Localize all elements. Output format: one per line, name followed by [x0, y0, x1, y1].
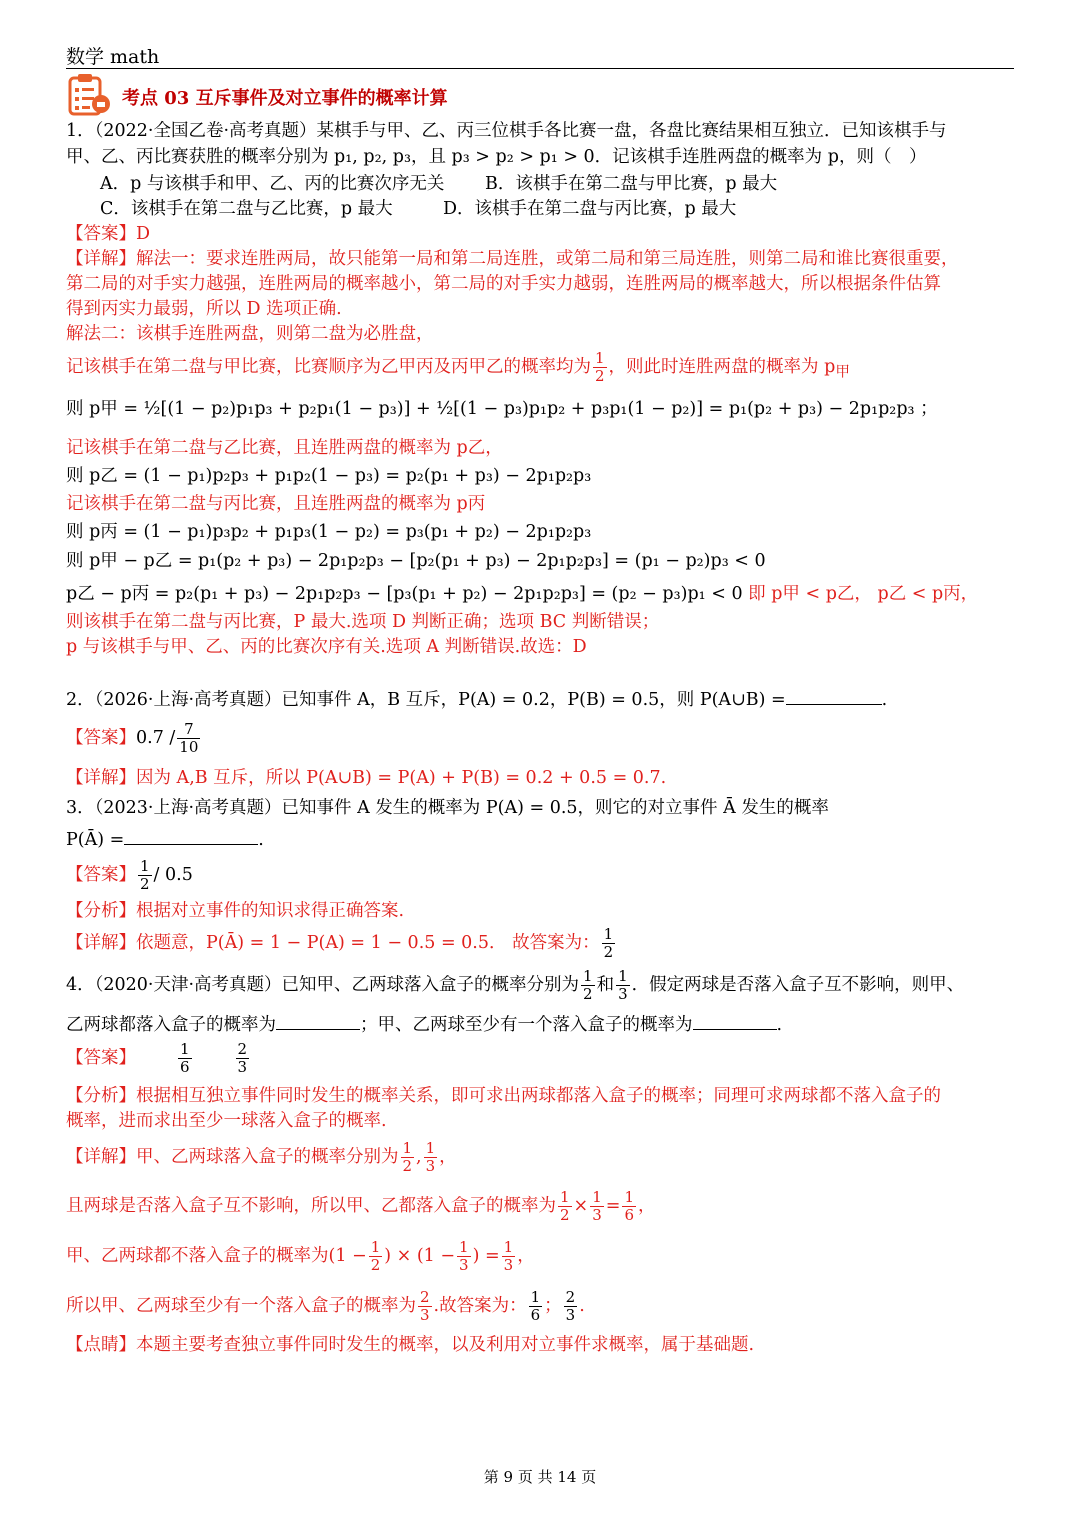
q1-detail-line1: 【详解】解法一：要求连胜两局，故只能第一局和第二局连胜，或第二局和第三局连胜，则第二局和谁比赛很重要，	[66, 249, 959, 269]
q4-stem-line2-text: 乙两球都落入盒子的概率为	[66, 1015, 276, 1035]
fraction: $\frac{1}{3}$	[503, 1238, 514, 1274]
q4-detail-line3: 甲、乙两球都不落入盒子的概率为(1 − $\frac{1}{2}$ ) × (1 − $\frac{1}{3}$ ) = $\frac{1}{3}$ ，	[66, 1238, 535, 1274]
page-footer: 第 9 页 共 14 页	[483, 1468, 597, 1486]
q1-detail-line5-text: 记该棋手在第二盘与甲比赛，比赛顺序为乙甲丙及丙甲乙的概率均为	[66, 357, 591, 377]
q4-detail-line4: 所以甲、乙两球至少有一个落入盒子的概率为 $\frac{2}{3}$ .故答案为： $\frac{1}{6}$ ； $\frac{2}{3}$ .	[66, 1288, 585, 1324]
answer-label: 【答案】	[66, 865, 136, 885]
q1-detail-line5-tail: ，则此时连胜两盘的概率为 p	[608, 357, 836, 377]
q3-detail	[66, 925, 617, 961]
q3-stem-end: .	[258, 830, 264, 850]
q3-answer	[66, 855, 193, 895]
q4-stem-line1	[66, 966, 964, 1004]
q1-formula-p-jia: 则 p甲 = ½[(1 − p₂)p₁p₃ + p₂p₁(1 − p₃)] + ½[(1 − p₃)p₁p₂ + p₃p₁(1 − p₂)] = p₁(p₂ + p₃) − 2p₁p₂p₃ ；	[66, 399, 938, 419]
fraction: $\frac{1}{3}$	[618, 967, 628, 1003]
q1-conclusion-2: p 与该棋手与甲、乙、丙的比赛次序有关.选项 A 判断错误.故选：D	[66, 637, 587, 657]
q4-detail-line4-text: 所以甲、乙两球至少有一个落入盒子的概率为	[66, 1296, 416, 1316]
q2-answer	[66, 718, 202, 758]
q4-stem-line2-mid: ；甲、乙两球至少有一个落入盒子的概率为	[360, 1015, 693, 1035]
section-title: 考点 03 互斥事件及对立事件的概率计算	[122, 88, 448, 109]
fraction: $\frac{1}{3}$	[592, 1188, 602, 1224]
fraction: $\frac{1}{2}$	[595, 349, 605, 385]
fraction: $\frac{1}{2}$	[402, 1139, 413, 1175]
fraction: $\frac{1}{6}$	[180, 1040, 190, 1076]
fraction: $\frac{1}{3}$	[425, 1139, 436, 1175]
q1-detail-line3: 得到丙实力最弱，所以 D 选项正确.	[66, 299, 342, 319]
q4-comment: 【点睛】本题主要考查独立事件同时发生的概率，以及利用对立事件求概率，属于基础题.	[66, 1335, 755, 1355]
fraction: $\frac{1}{2}$	[370, 1238, 381, 1274]
q4-analysis-line2: 概率，进而求出至少一球落入盒子的概率.	[66, 1111, 387, 1131]
q1-stem-line2: 甲、乙、丙比赛获胜的概率分别为 p₁, p₂, p₃，且 p₃ > p₂ > p₁ > 0．记该棋手连胜两盘的概率为 p，则（ ）	[66, 147, 927, 167]
q1-detail-line5	[66, 348, 850, 392]
fraction: $\frac{1}{2}$	[560, 1188, 570, 1224]
answer-blank	[124, 826, 258, 845]
q1-formula-diff1: 则 p甲 − p乙 = p₁(p₂ + p₃) − 2p₁p₂p₃ − [p₂(p₁ + p₃) − 2p₁p₂p₃] = (p₁ − p₂)p₃ < 0	[66, 551, 766, 571]
q2-answer-value: 0.7 /	[136, 728, 176, 748]
q1-stem-line1: 1．（2022·全国乙卷·高考真题）某棋手与甲、乙、丙三位棋手各比赛一盘，各盘比赛结果相互独立．已知该棋手与	[66, 121, 947, 141]
q2-stem-text: 2．（2026·上海·高考真题）已知事件 A，B 互斥，P(A) = 0.2，P(B) = 0.5，则 P(A∪B) =	[66, 690, 786, 710]
page-header: 数学 math	[66, 46, 160, 68]
q1-option-d: D．该棋手在第二盘与丙比赛，p 最大	[443, 199, 737, 219]
answer-blank-2	[693, 1011, 777, 1030]
q3-stem-line1: 3．（2023·上海·高考真题）已知事件 A 发生的概率为 P(A) = 0.5，则它的对立事件 Ā 发生的概率	[66, 798, 829, 818]
q3-stem-line2	[66, 826, 264, 851]
q2-stem-end: .	[881, 690, 888, 710]
q4-detail-line1-text: 【详解】甲、乙两球落入盒子的概率分别为	[66, 1147, 399, 1167]
q1-formula-p-bing: 则 p丙 = (1 − p₁)p₃p₂ + p₁p₃(1 − p₂) = p₃(p₁ + p₂) − 2p₁p₂p₃	[66, 522, 592, 542]
fraction: $\frac{7}{10}$	[179, 720, 199, 756]
q3-stem-line2-text: P(Ā) =	[66, 830, 125, 850]
q4-detail-line1: 【详解】甲、乙两球落入盒子的概率分别为 $\frac{1}{2}$ , $\frac{1}{3}$ ，	[66, 1139, 457, 1175]
answer-blank-1	[276, 1011, 360, 1030]
answer-label: 【答案】	[66, 728, 136, 748]
q1-option-c: C．该棋手在第二盘与乙比赛，p 最大	[100, 199, 393, 219]
answer-label: 【答案】	[66, 1048, 136, 1068]
q1-answer: 【答案】D	[66, 224, 151, 244]
q4-stem-and: 和	[596, 975, 615, 995]
q4-stem-end: .	[776, 1015, 783, 1035]
q1-formula-p-yi: 则 p乙 = (1 − p₁)p₂p₃ + p₁p₂(1 − p₃) = p₂(p₁ + p₃) − 2p₁p₂p₃	[66, 466, 592, 486]
q1-conclusion-1: 则该棋手在第二盘与丙比赛，P 最大.选项 D 判断正确；选项 BC 判断错误；	[66, 612, 660, 632]
q1-formula-diff2-tail: 即 p甲 < p乙， p乙 < p丙，	[748, 584, 979, 604]
fraction: $\frac{1}{2}$	[583, 967, 593, 1003]
q4-stem-line2	[66, 1011, 782, 1036]
q4-detail-line2: 且两球是否落入盒子互不影响，所以甲、乙都落入盒子的概率为 $\frac{1}{2}$ × $\frac{1}{3}$ = $\frac{1}{6}$ ，	[66, 1188, 656, 1224]
fraction: $\frac{2}{3}$	[420, 1288, 430, 1324]
q4-detail-line2-text: 且两球是否落入盒子互不影响，所以甲、乙都落入盒子的概率为	[66, 1196, 556, 1216]
q1-option-b: B．该棋手在第二盘与甲比赛，p 最大	[485, 174, 778, 194]
q3-analysis: 【分析】根据对立事件的知识求得正确答案.	[66, 901, 405, 921]
fraction: $\frac{1}{6}$	[624, 1188, 634, 1224]
q4-analysis-line1: 【分析】根据相互独立事件同时发生的概率关系，即可求出两球都落入盒子的概率；同理可求两球都不落入盒子的	[66, 1086, 941, 1106]
q1-detail-line9: 记该棋手在第二盘与丙比赛，且连胜两盘的概率为 p丙	[66, 494, 486, 514]
fraction: $\frac{2}{3}$	[237, 1040, 248, 1076]
q4-detail-line3-text: 甲、乙两球都不落入盒子的概率为	[66, 1246, 329, 1266]
q1-formula-diff2	[66, 583, 978, 605]
q2-detail: 【详解】因为 A,B 互斥，所以 P(A∪B) = P(A) + P(B) = 0.2 + 0.5 = 0.7.	[66, 768, 667, 788]
q3-detail-text: 【详解】依题意，P(Ā) = 1 − P(A) = 1 − 0.5 = 0.5． 故答案为：	[66, 933, 600, 953]
q4-detail-line4-tail: .故答案为：	[433, 1296, 527, 1316]
fraction: $\frac{1}{2}$	[140, 857, 150, 893]
q2-stem	[66, 686, 887, 711]
q1-detail-line4: 解法二：该棋手连胜两盘，则第二盘为必胜盘，	[66, 324, 434, 344]
fraction: $\frac{1}{2}$	[603, 925, 614, 961]
q4-stem-line1-tail: ．假定两球是否落入盒子互不影响，则甲、	[631, 975, 965, 995]
q4-stem-line1-text: 4．（2020·天津·高考真题）已知甲、乙两球落入盒子的概率分别为	[66, 975, 580, 995]
q1-formula-diff2-main: p乙 − p丙 = p₂(p₁ + p₃) − 2p₁p₂p₃ − [p₃(p₁ + p₂) − 2p₁p₂p₃] = (p₂ − p₃)p₁ < 0	[66, 584, 743, 604]
q1-option-a: A．p 与该棋手和甲、乙、丙的比赛次序无关	[100, 174, 445, 194]
subscript: 甲	[835, 363, 850, 381]
section-heading	[66, 72, 966, 116]
clipboard-icon	[66, 72, 112, 116]
q1-detail-line2: 第二局的对手实力越强，连胜两局的概率越小，第二局的对手实力越弱，连胜两局的概率越大，所以根据条件估算	[66, 274, 941, 294]
q4-answer	[66, 1037, 251, 1079]
header-rule	[66, 68, 1014, 69]
fraction: $\frac{2}{3}$	[565, 1288, 576, 1324]
q3-answer-value: / 0.5	[153, 865, 193, 885]
fraction: $\frac{1}{3}$	[459, 1238, 469, 1274]
q1-detail-line7: 记该棋手在第二盘与乙比赛，且连胜两盘的概率为 p乙，	[66, 438, 503, 458]
answer-blank	[786, 686, 882, 705]
fraction: $\frac{1}{6}$	[530, 1288, 541, 1324]
